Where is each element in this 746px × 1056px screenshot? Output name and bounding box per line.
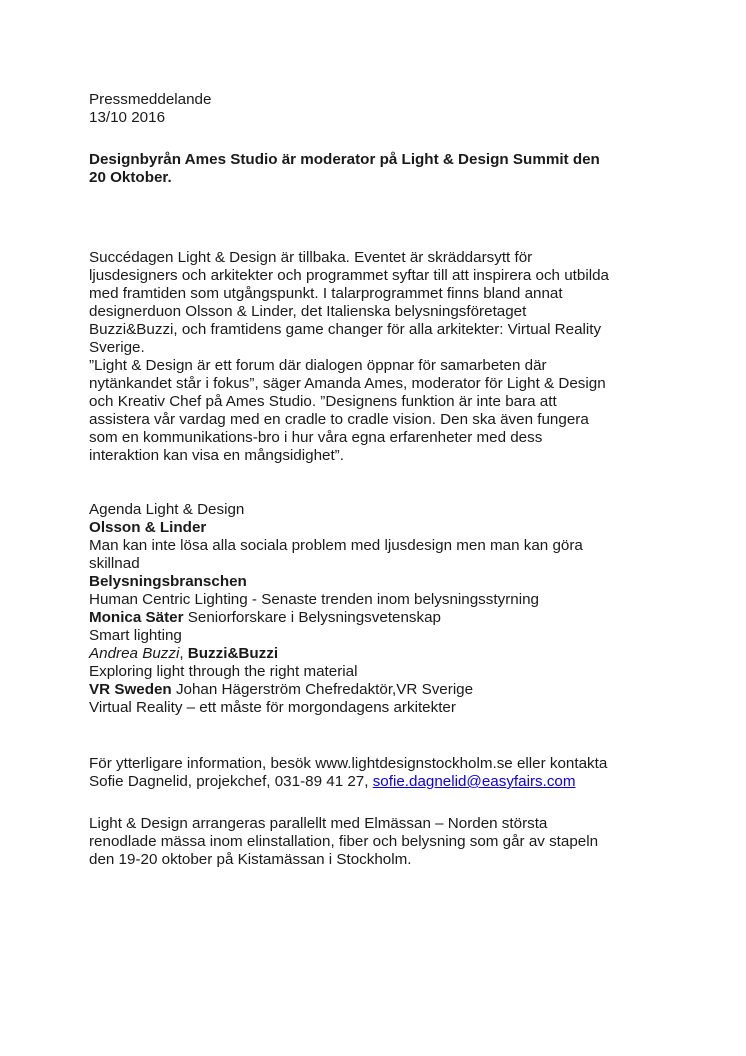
agenda-title: Agenda Light & Design xyxy=(89,501,245,518)
closing-paragraph xyxy=(89,815,699,869)
separator: , xyxy=(179,645,188,662)
headline-line-2: 20 Oktober. xyxy=(89,169,172,186)
speaker-name: Monica Säter xyxy=(89,609,184,626)
intro-line: assistera vår vardag med en cradle to cradle vision. Den ska även fungera xyxy=(89,411,589,428)
agenda-topic: Smart lighting xyxy=(89,627,182,644)
headline-line-1: Designbyrån Ames Studio är moderator på Light & Design Summit den xyxy=(89,151,600,168)
intro-line: interaktion kan visa en mångsidighet”. xyxy=(89,447,344,464)
press-header xyxy=(89,91,699,127)
intro-line: nytänkandet står i fokus”, säger Amanda Ames, moderator för Light & Design xyxy=(89,375,606,392)
contact-line: För ytterligare information, besök www.lightdesignstockholm.se eller kontakta xyxy=(89,755,608,772)
intro-line: designerduon Olsson & Linder, det Italienska belysningsföretaget xyxy=(89,303,527,320)
email-link[interactable]: sofie.dagnelid@easyfairs.com xyxy=(372,773,576,790)
intro-line: med framtiden som utgångspunkt. I talarprogrammet finns bland annat xyxy=(89,285,563,302)
closing-line: renodlade mässa inom elinstallation, fiber och belysning som går av stapeln xyxy=(89,833,599,850)
speaker-company: Buzzi&Buzzi xyxy=(187,645,279,662)
intro-line: Succédagen Light & Design är tillbaka. Eventet är skräddarsytt för xyxy=(89,249,533,266)
contact-paragraph xyxy=(89,755,699,791)
agenda-speaker-line xyxy=(89,609,699,627)
press-date: 13/10 2016 xyxy=(89,109,166,126)
intro-line: och Kreativ Chef på Ames Studio. ”Designens funktion är inte bara att xyxy=(89,393,557,410)
closing-line: Light & Design arrangeras parallellt med Elmässan – Norden största xyxy=(89,815,548,832)
intro-line: som en kommunikations-bro i hur våra egna erfarenheter med dess xyxy=(89,429,543,446)
agenda-topic: Human Centric Lighting - Senaste trenden inom belysningsstyrning xyxy=(89,591,539,608)
intro-paragraph xyxy=(89,249,699,465)
intro-line: ljusdesigners och arkitekter och programmet syftar till att inspirera och utbilda xyxy=(89,267,609,284)
speaker-role: Seniorforskare i Belysningsvetenskap xyxy=(183,609,442,626)
speaker-name: Andrea Buzzi xyxy=(89,645,180,662)
speaker-company: VR Sweden xyxy=(89,681,172,698)
agenda-topic: Man kan inte lösa alla sociala problem med ljusdesign men man kan göra xyxy=(89,537,583,554)
intro-line: ”Light & Design är ett forum där dialogen öppnar för samarbeten där xyxy=(89,357,547,374)
agenda-topic: skillnad xyxy=(89,555,140,572)
intro-line: Sverige. xyxy=(89,339,145,356)
closing-line: den 19-20 oktober på Kistamässan i Stockholm. xyxy=(89,851,412,868)
contact-line xyxy=(89,773,699,791)
headline xyxy=(89,151,699,187)
agenda-topic: Virtual Reality – ett måste för morgondagens arkitekter xyxy=(89,699,456,716)
speaker-name: Johan Hägerström Chefredaktör,VR Sverige xyxy=(171,681,474,698)
agenda-speaker-line xyxy=(89,681,699,699)
agenda-speaker-olsson-linder: Olsson & Linder xyxy=(89,519,207,536)
agenda xyxy=(89,501,699,717)
contact-prefix: Sofie Dagnelid, projekchef, 031-89 41 27, xyxy=(89,773,373,790)
agenda-topic: Exploring light through the right material xyxy=(89,663,358,680)
intro-line: Buzzi&Buzzi, och framtidens game changer för alla arkitekter: Virtual Reality xyxy=(89,321,602,338)
press-label: Pressmeddelande xyxy=(89,91,212,108)
agenda-speaker-line xyxy=(89,645,699,663)
agenda-speaker-belysningsbranschen: Belysningsbranschen xyxy=(89,573,247,590)
